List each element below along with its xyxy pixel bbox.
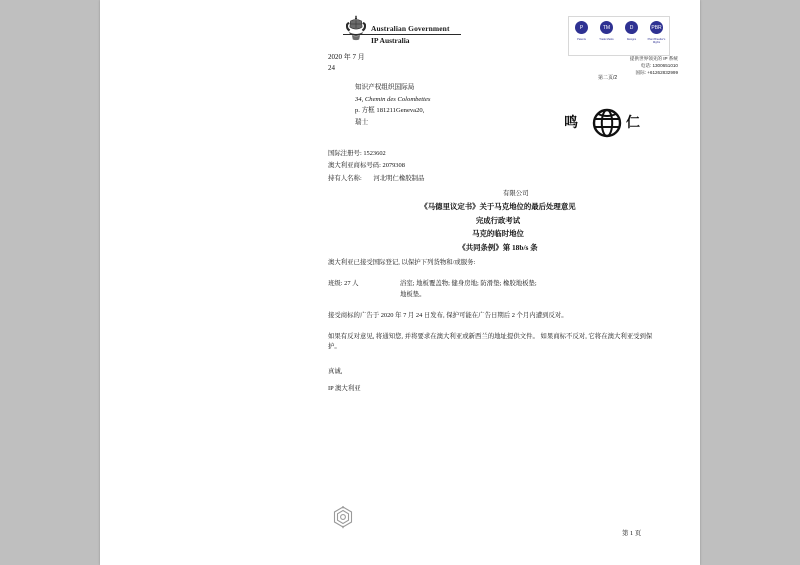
class-label: 班级: bbox=[328, 280, 343, 288]
addressee-line1: 知识产权组织国际局 bbox=[355, 84, 415, 91]
page-gutter-right bbox=[700, 0, 800, 565]
letter-body bbox=[328, 258, 660, 394]
letterhead-rule bbox=[343, 34, 461, 35]
goods-line-2: 地板垫。 bbox=[400, 290, 426, 298]
contact-international: 国际: +61262832999 bbox=[635, 69, 678, 75]
addressee-line4: 瑞士 bbox=[355, 118, 369, 126]
title-line3: 马克的临时地位 bbox=[472, 229, 524, 239]
letterhead-text bbox=[343, 24, 463, 45]
seal-right-character: 仁 bbox=[626, 115, 640, 131]
letter-date-line2: 24 bbox=[328, 64, 335, 72]
goods-cell bbox=[400, 279, 660, 300]
document-page bbox=[100, 0, 700, 565]
australian-trade-mark-label: 澳大利亚商标号码: bbox=[328, 162, 381, 170]
trade-marks-caption: Trade Marks bbox=[599, 38, 614, 41]
letter-date-line1: 2020 年 7 月 bbox=[328, 53, 365, 61]
body-paragraph-3: 如果有反对意见, 将通知您, 并将要求在澳大利亚或新西兰的地址提供文件。 如果商标不反对, 它将在澳大利亚受到保护。 bbox=[328, 333, 653, 351]
document-title bbox=[328, 200, 668, 255]
international-registration-value: 1523602 bbox=[363, 150, 386, 157]
australian-trade-mark-row bbox=[328, 160, 668, 172]
title-line4: 《共同条例》第 18b/s 条 bbox=[458, 243, 538, 253]
holder-name-suffix: 有限公司 bbox=[503, 189, 529, 197]
body-paragraph-2: 接受商标的广告于 2020 年 7 月 24 日发布, 保护可能在广告日期后 2 个月内遭到反对。 bbox=[328, 311, 568, 319]
goods-and-services-table bbox=[328, 279, 660, 300]
patents-caption: Patents bbox=[577, 38, 586, 41]
title-line1: 《马德里议定书》关于马克地位的最后处理意见 bbox=[420, 202, 576, 211]
ip-rights-logo-group bbox=[568, 16, 670, 56]
letterhead-organisation-line2: IP Australia bbox=[371, 36, 410, 45]
page-marker: 第二页/2 bbox=[598, 75, 618, 81]
iso-certification-icon bbox=[330, 505, 356, 531]
globe-seal-icon bbox=[592, 108, 622, 138]
class-value: 27 人 bbox=[344, 280, 359, 288]
contact-tagline: 提供世界领先的 IP 系统 bbox=[629, 56, 678, 61]
international-registration-label: 国际注册号: bbox=[328, 150, 362, 157]
patents-icon: P bbox=[575, 21, 588, 34]
designs-icon: D bbox=[625, 21, 638, 34]
letterhead-organisation-line1: Australian Government bbox=[371, 24, 450, 33]
designs-caption: Designs bbox=[626, 38, 637, 41]
trade-marks-icon: TM bbox=[600, 21, 613, 34]
page-gutter-left bbox=[0, 0, 100, 565]
holder-name-row bbox=[328, 173, 668, 197]
contact-details bbox=[568, 56, 678, 77]
closing-line-2: IP 澳大利亚 bbox=[328, 384, 361, 392]
holder-seal bbox=[562, 106, 648, 146]
page-number: 第 1 页 bbox=[622, 530, 642, 537]
body-paragraph-1: 澳大利亚已接受国际登记, 以保护下列货物和/或服务: bbox=[328, 259, 476, 266]
contact-phone: 电话: 1300651010 bbox=[640, 62, 678, 68]
goods-line-1: 浴室; 地板覆盖物; 健身房地; 防滑垫; 橡胶地板垫; bbox=[400, 280, 537, 288]
international-registration-row bbox=[328, 148, 668, 160]
plant-breeders-rights-caption: Plant Breeder's Rights bbox=[647, 38, 666, 45]
addressee-line3: p. 方框 181211Geneva20, bbox=[355, 107, 425, 115]
title-line2: 完成行政考试 bbox=[475, 215, 521, 225]
reference-fields bbox=[328, 148, 668, 197]
plant-breeders-rights-icon: PBR bbox=[650, 21, 663, 34]
addressee-line2: 34, Chemin des Colombettes bbox=[355, 95, 431, 103]
australian-trade-mark-value: 2079308 bbox=[382, 162, 405, 170]
holder-name-label: 持有人名称: bbox=[328, 174, 362, 182]
closing-line-1: 真诚, bbox=[328, 367, 343, 375]
addressee-block bbox=[355, 82, 430, 128]
class-cell bbox=[328, 279, 400, 300]
holder-name-value: 河北明仁橡胶制品 bbox=[373, 174, 425, 182]
seal-left-character: 鸣 bbox=[564, 115, 578, 131]
